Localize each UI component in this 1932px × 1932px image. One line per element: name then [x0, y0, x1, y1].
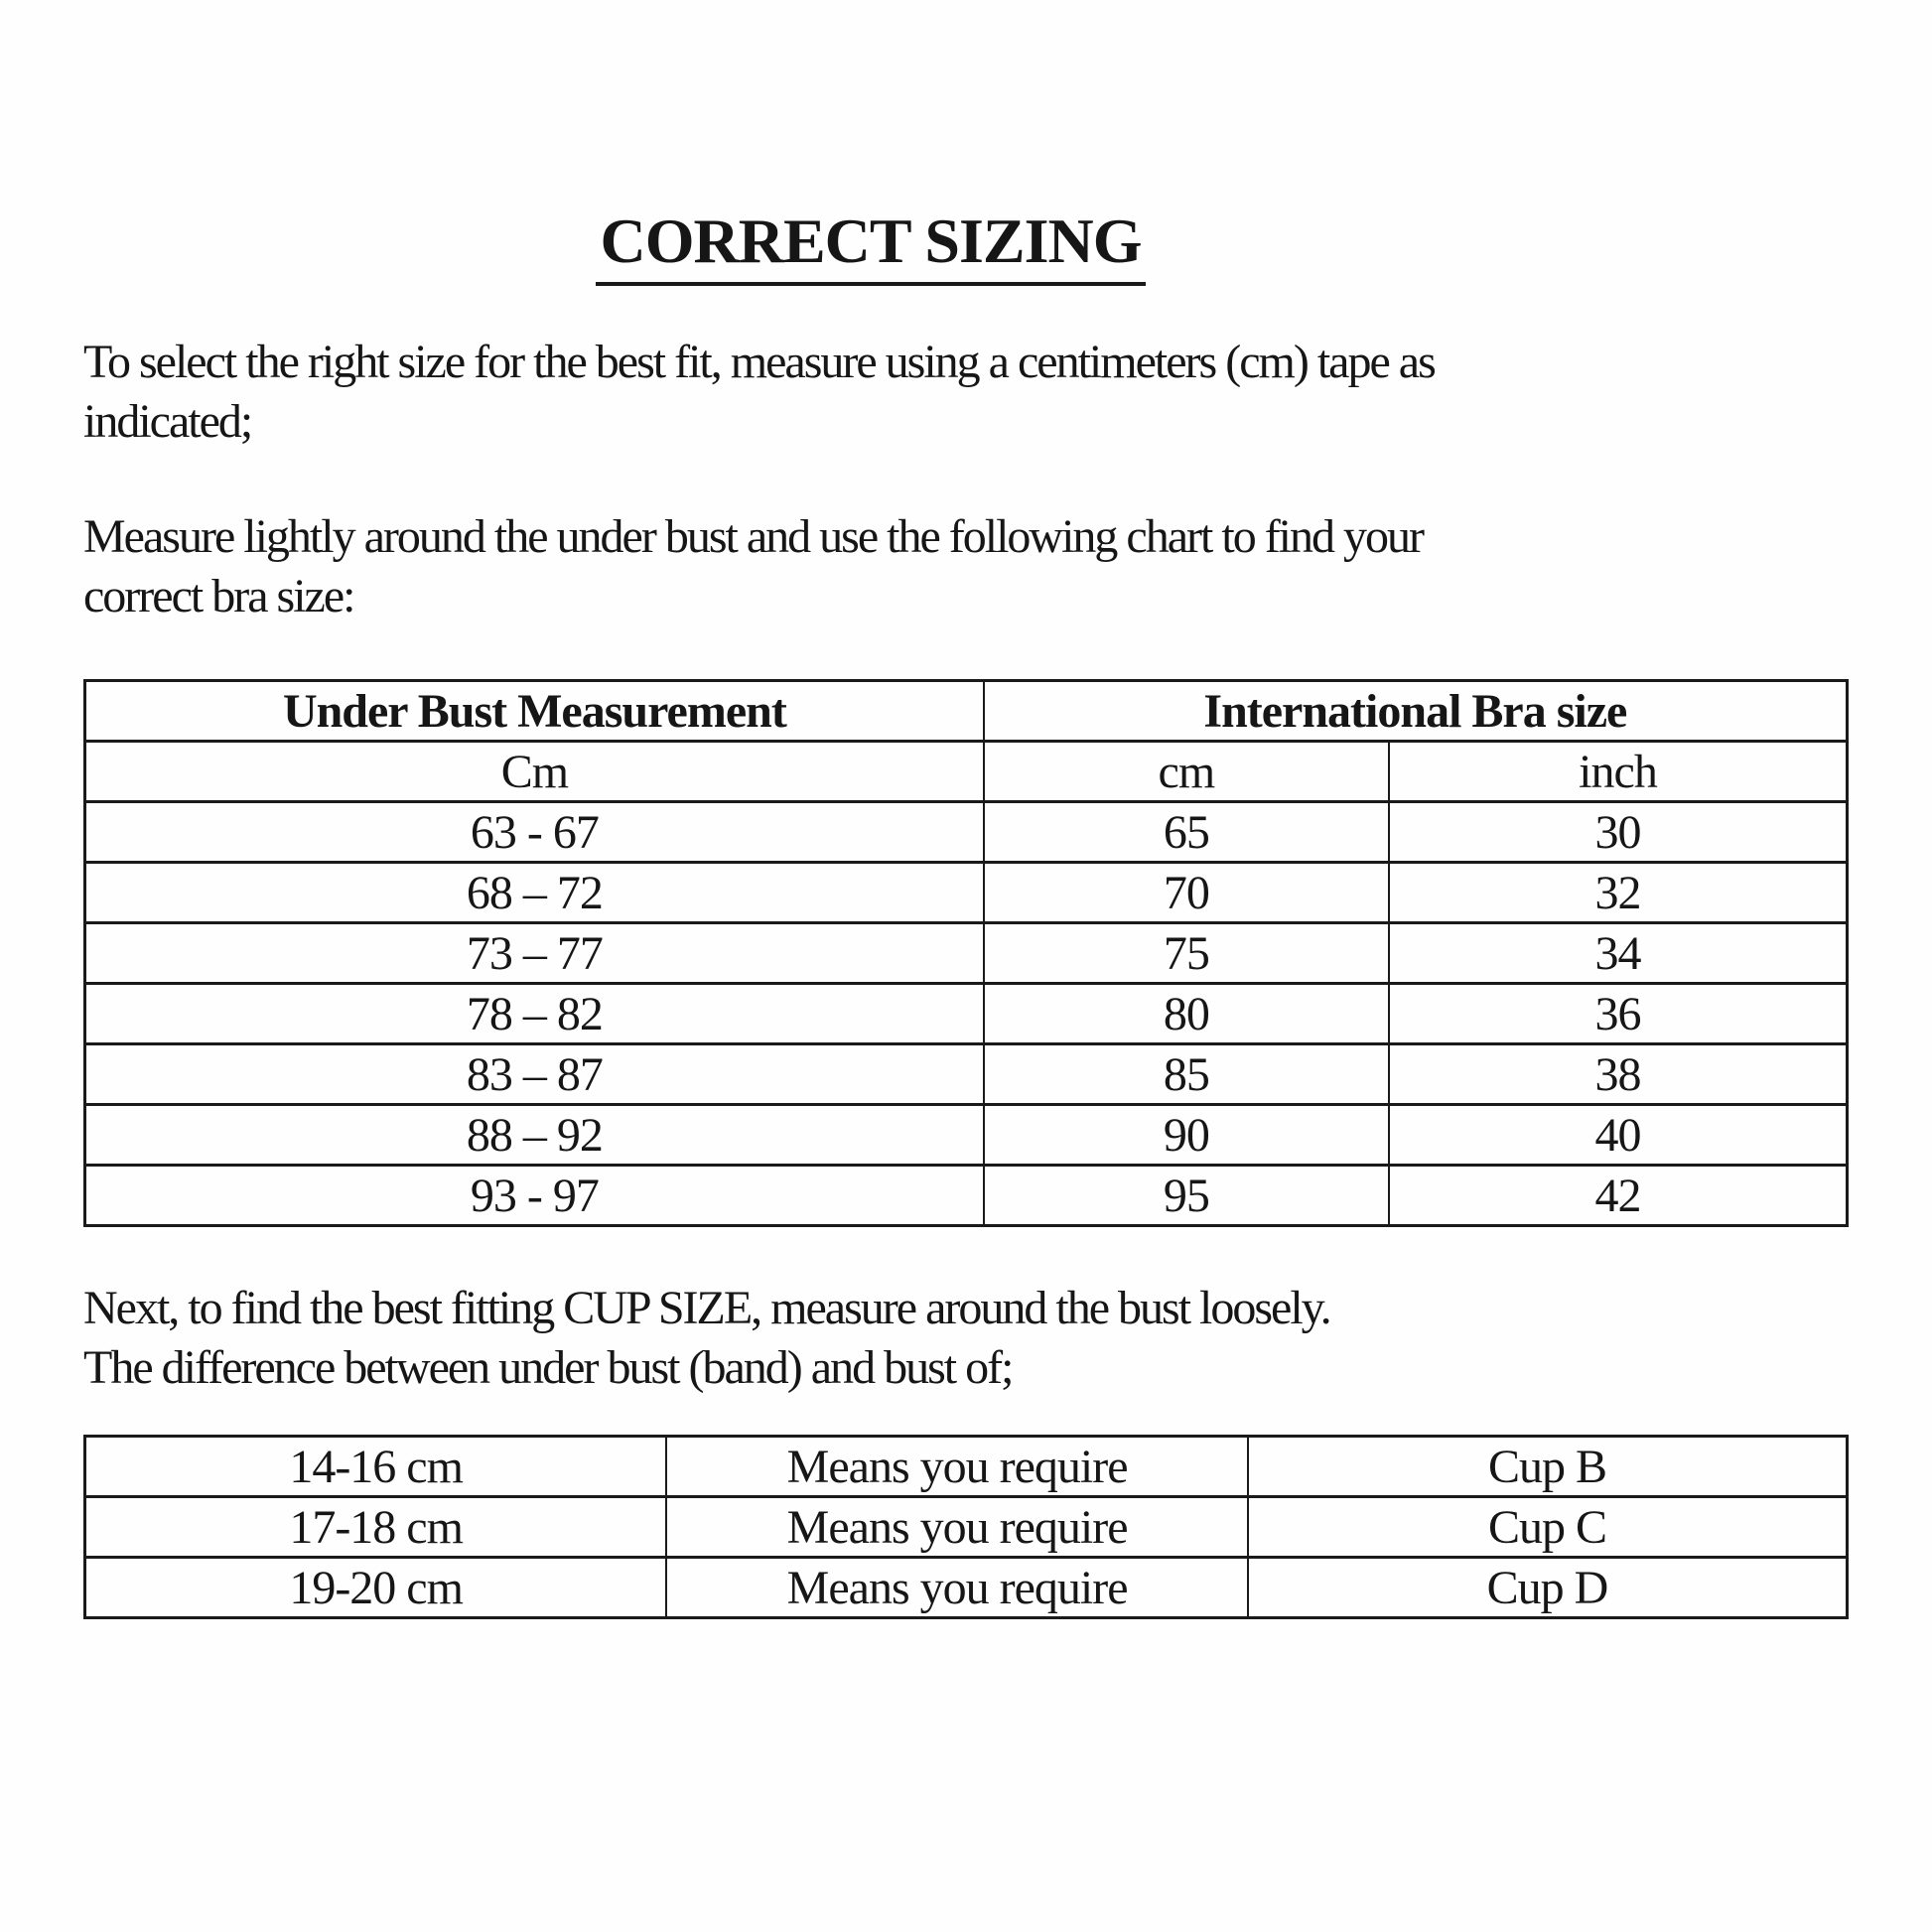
bra-size-inch-cell: 30 — [1389, 802, 1848, 863]
bra-size-inch-cell: 38 — [1389, 1044, 1848, 1105]
underbust-measurement-header: Under Bust Measurement — [85, 681, 984, 742]
bra-size-cm-cell: 75 — [984, 923, 1389, 984]
underbust-instruction-line-2: correct bra size: — [83, 570, 354, 622]
difference-range-cell: 17-18 cm — [85, 1497, 667, 1558]
cup-table-row — [85, 1497, 1848, 1558]
cup-table-row — [85, 1558, 1848, 1618]
size-table-unit-row — [85, 742, 1848, 802]
bra-size-inch-cell: 34 — [1389, 923, 1848, 984]
bra-size-cm-cell: 80 — [984, 984, 1389, 1044]
underbust-range-cell: 88 – 92 — [85, 1105, 984, 1166]
bra-size-inch-cell: 42 — [1389, 1166, 1848, 1226]
difference-range-cell: 14-16 cm — [85, 1437, 667, 1497]
means-you-require-cell: Means you require — [666, 1558, 1248, 1618]
underbust-range-cell: 83 – 87 — [85, 1044, 984, 1105]
bra-size-cm-cell: 95 — [984, 1166, 1389, 1226]
size-table-row — [85, 802, 1848, 863]
bra-size-cm-unit-cell: cm — [984, 742, 1389, 802]
means-you-require-cell: Means you require — [666, 1497, 1248, 1558]
bra-size-table — [83, 679, 1849, 1227]
bra-size-cm-cell: 90 — [984, 1105, 1389, 1166]
bra-size-cm-cell: 85 — [984, 1044, 1389, 1105]
intro-paragraph-line-2: indicated; — [83, 395, 252, 448]
size-table-header-row — [85, 681, 1848, 742]
underbust-unit-cell: Cm — [85, 742, 984, 802]
bra-size-inch-cell: 36 — [1389, 984, 1848, 1044]
underbust-range-cell: 93 - 97 — [85, 1166, 984, 1226]
means-you-require-cell: Means you require — [666, 1437, 1248, 1497]
size-table-row — [85, 923, 1848, 984]
underbust-instruction-paragraph — [83, 507, 1849, 626]
intro-paragraph — [83, 333, 1849, 452]
intro-paragraph-line-1: To select the right size for the best fit, measure using a centimeters (cm) tape as — [83, 336, 1435, 388]
underbust-range-cell: 78 – 82 — [85, 984, 984, 1044]
cup-size-cell: Cup B — [1248, 1437, 1848, 1497]
international-bra-size-header: International Bra size — [984, 681, 1848, 742]
cup-table-row — [85, 1437, 1848, 1497]
size-table-row — [85, 863, 1848, 923]
size-table-row — [85, 1166, 1848, 1226]
bra-size-cm-cell: 70 — [984, 863, 1389, 923]
page-title-text: CORRECT SIZING — [596, 206, 1147, 286]
bra-size-inch-unit-cell: inch — [1389, 742, 1848, 802]
size-table-row — [85, 1044, 1848, 1105]
size-table-row — [85, 1105, 1848, 1166]
underbust-range-cell: 73 – 77 — [85, 923, 984, 984]
size-table-row — [85, 984, 1848, 1044]
page-title — [83, 0, 1849, 276]
cup-size-paragraph-line-1: Next, to find the best fitting CUP SIZE, measure around the bust loosely. — [83, 1282, 1330, 1334]
underbust-range-cell: 68 – 72 — [85, 863, 984, 923]
bra-size-inch-cell: 40 — [1389, 1105, 1848, 1166]
cup-size-cell: Cup C — [1248, 1497, 1848, 1558]
cup-size-paragraph — [83, 1279, 1849, 1398]
underbust-range-cell: 63 - 67 — [85, 802, 984, 863]
bra-size-inch-cell: 32 — [1389, 863, 1848, 923]
cup-size-table — [83, 1435, 1849, 1619]
underbust-instruction-line-1: Measure lightly around the under bust and use the following chart to find your — [83, 510, 1423, 563]
bra-size-cm-cell: 65 — [984, 802, 1389, 863]
difference-range-cell: 19-20 cm — [85, 1558, 667, 1618]
cup-size-paragraph-line-2: The difference between under bust (band) and bust of; — [83, 1341, 1013, 1394]
cup-size-cell: Cup D — [1248, 1558, 1848, 1618]
